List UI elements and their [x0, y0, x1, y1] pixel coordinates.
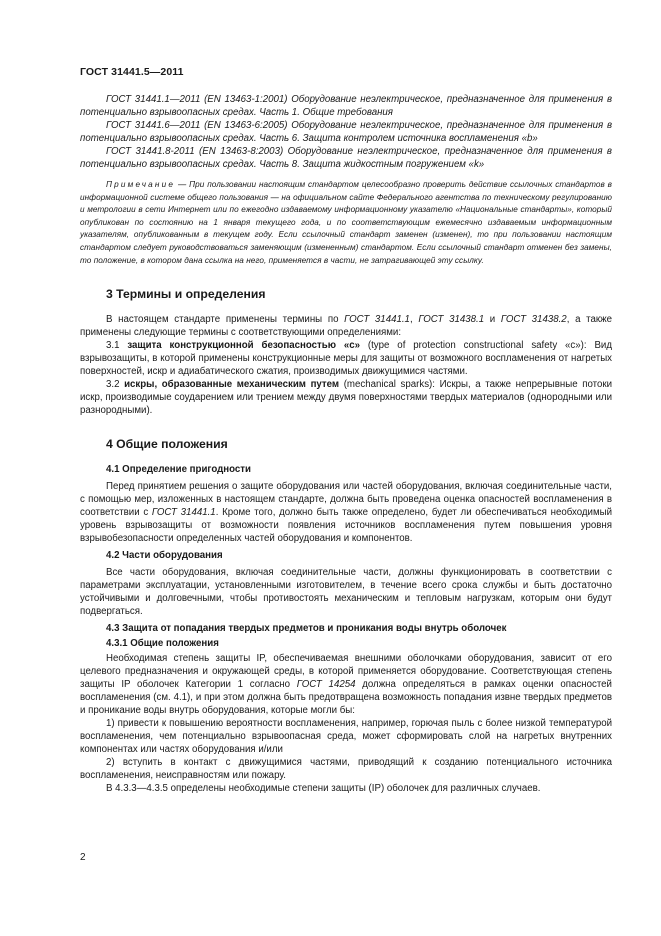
section-4-3-1-text: Необходимая степень защиты IP, обеспечиваемая внешними оболочками оборудования, зависит от его целевого предназначения и окружающей среды, в которой применяется оборудование. Соответствующая степень защиты IP оболочек Категории 1 согласно ГОСТ 14254 должна определяться в рамках оценки опасностей воспламенения (см. 4.1), и при этом должна быть предотвращена возможность попадания извне твердых предметов и проникание воды внутрь оборудования, которые могли бы:	[80, 653, 612, 717]
note-label: Примечание	[106, 180, 176, 189]
page-content	[80, 93, 612, 795]
section-4-heading: 4 Общие положения	[106, 437, 228, 452]
section-4-1-heading: 4.1 Определение пригодности	[106, 464, 251, 476]
section-4-1-text: Перед принятием решения о защите оборудования или частей оборудования, включая соединительные части, с помощью мер, изложенных в настоящем стандарте, должна быть проведена оценка опасностей воспламенения в соответствии с ГОСТ 31441.1. Кроме того, должно быть также определено, будет ли обеспечиваться необходимый уровень взрывозащиты от возможности появления источников воспламенения путем повышения уровня взрывобезопасности определенных частей оборудования и компонентов.	[80, 481, 612, 545]
note-paragraph	[80, 179, 612, 267]
term-3-1: 3.1 защита конструкционной безопасностью «c» (type of protection constructional safety «c»): Вид взрывозащиты, в которой применены конструкционные меры для защиты от возможного воспламенения от нагретых поверхностей, искр и адиабатического сжатия, производимых движущимися частями.	[80, 340, 612, 378]
page-number: 2	[80, 852, 86, 863]
note-text: — При пользовании настоящим стандартом целесообразно проверить действие ссылочных стандартов в информационной системе общего пользования — на официальном сайте Федерального агентства по техническому регулированию и метрологии в сети Интернет или по ежегодно издаваемому информационному указателю «Национальные стандарты», который опубликован по состоянию на 1 января текущего года, и по соответствующим ежемесячно издаваемым информационным указателям, опубликованным в текущем году. Если ссылочный стандарт заменен (изменен), то при пользовании настоящим стандартом следует руководствоваться заменяющим (измененным) стандартом. Если ссылочный стандарт отменен без замены, то положение, в котором дана ссылка на него, применяется в части, не затрагивающей эту ссылку.	[80, 180, 612, 265]
reference-gost-31441-8: ГОСТ 31441.8-2011 (EN 13463-8:2003) Оборудование неэлектрическое, предназначенное для применения в потенциально взрывоопасных средах. Часть 8. Защита жидкостным погружением «k»	[80, 146, 612, 170]
section-4-3-heading: 4.3 Защита от попадания твердых предметов и проникания воды внутрь оболочек	[106, 623, 507, 635]
section-3-intro: В настоящем стандарте применены термины по ГОСТ 31441.1, ГОСТ 31438.1 и ГОСТ 31438.2, а также применены следующие термины с соответствующими определениями:	[80, 314, 612, 339]
section-4-3-1-heading: 4.3.1 Общие положения	[106, 638, 219, 650]
section-4-2-text: Все части оборудования, включая соединительные части, должны функционировать в соответствии с параметрами эксплуатации, установленными изготовителем, в течение всего срока службы и быть достаточно устойчивыми и долговечными, чтобы противостоять механическим и тепловым нагрузкам, которым они будут подвергаться.	[80, 567, 612, 618]
term-3-2: 3.2 искры, образованные механическим путем (mechanical sparks): Искры, а также непрерывные потоки искр, производимые соударением или трением между двумя поверхностями твердых материалов (однородными или разнородными).	[80, 379, 612, 417]
list-item-2: 2) вступить в контакт с движущимися частями, приводящий к созданию потенциального источника воспламенения, неисправностям или пожару.	[80, 757, 612, 782]
term-3-2-name: искры, образованные механическим путем	[124, 379, 340, 391]
section-4-2-heading: 4.2 Части оборудования	[106, 550, 223, 562]
section-3-heading: 3 Термины и определения	[106, 287, 266, 302]
term-3-1-name: защита конструкционной безопасностью «c»	[127, 340, 361, 352]
document-header: ГОСТ 31441.5—2011	[80, 66, 184, 78]
reference-gost-31441-1: ГОСТ 31441.1—2011 (EN 13463-1:2001) Оборудование неэлектрическое, предназначенное для применения в потенциально взрывоопасных средах. Часть 1. Общие требования	[80, 94, 612, 118]
reference-gost-31441-6: ГОСТ 31441.6—2011 (EN 13463-6:2005) Оборудование неэлектрическое, предназначенное для применения в потенциально взрывоопасных средах. Часть 6. Защита контролем источника воспламенения «b»	[80, 120, 612, 144]
list-item-1: 1) привести к повышению вероятности воспламенения, например, горючая пыль с более низкой температурой воспламенения, чем потенциально взрывоопасная среда, может сформировать слой на нагретых внутренних компонентах или частях оборудования и/или	[80, 718, 612, 756]
section-4-3-1-last: В 4.3.3—4.3.5 определены необходимые степени защиты (IP) оболочек для различных случаев.	[106, 783, 541, 795]
